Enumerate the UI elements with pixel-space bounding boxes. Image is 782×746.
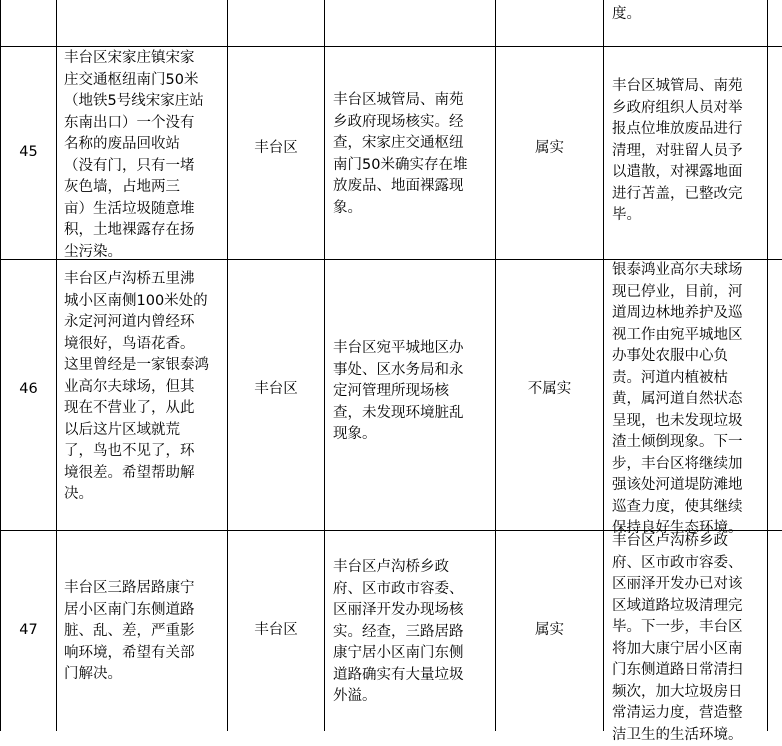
rectification-line: 责。河道内植被枯: [612, 368, 764, 390]
investigation-line: 南门50米确实存在堆: [333, 155, 493, 177]
rectification-line: 呈现，也未发现垃圾: [612, 411, 764, 433]
problem-line: 境很好，鸟语花香。: [64, 334, 224, 356]
rectification-line: 进行苫盖，已整改完: [612, 184, 764, 206]
problem-line: 了，鸟也不见了，环: [64, 441, 224, 463]
rectification-line: 黄，属河道自然状态: [612, 389, 764, 411]
investigation-line: 丰台区卢沟桥乡政: [333, 557, 493, 579]
rectification-line: 以遣散，对裸露地面: [612, 162, 764, 184]
problem-cell: [64, 269, 224, 506]
investigation-line: 丰台区宛平城地区办: [333, 338, 493, 360]
problem-cell: [64, 48, 224, 263]
investigation-line: 乡政府现场核实。经: [333, 112, 493, 134]
investigation-line: 查，未发现环境脏乱: [333, 403, 493, 425]
rectification-line: 丰台区城管局、南苑: [612, 76, 764, 98]
rectification-cell: [612, 531, 764, 746]
problem-line: 境很差。希望帮助解: [64, 463, 224, 485]
rectification-line: 银泰鸿业高尔夫球场: [612, 260, 764, 282]
rectification-line: 视工作由宛平城地区: [612, 325, 764, 347]
rectification-line: 道周边林地养护及巡: [612, 303, 764, 325]
rectification-line: 丰台区卢沟桥乡政: [612, 531, 764, 553]
rectification-cell: [612, 260, 764, 540]
investigation-cell: [333, 90, 493, 219]
district-cell: 丰台区: [228, 138, 324, 160]
problem-line: 业高尔夫球场，但其: [64, 377, 224, 399]
problem-line: 城小区南侧100米处的: [64, 291, 224, 313]
problem-line: 灰色墙，占地两三: [64, 177, 224, 199]
rectification-line: 渣土倾倒现象。下一: [612, 432, 764, 454]
grid-line: [767, 0, 768, 731]
rectification-line: 度。: [612, 4, 764, 26]
problem-line: 响环境，希望有关部: [64, 643, 224, 665]
investigation-line: 府、区市政市容委、: [333, 579, 493, 601]
problem-line: 脏、乱、差，严重影: [64, 621, 224, 643]
rectification-line: 洁卫生的生活环境。: [612, 725, 764, 746]
investigation-line: 事处、区水务局和永: [333, 360, 493, 382]
problem-cell: [64, 578, 224, 686]
rectification-line: 毕。下一步，丰台区: [612, 617, 764, 639]
problem-line: 门解决。: [64, 664, 224, 686]
rectification-line: 频次，加大垃圾房日: [612, 682, 764, 704]
problem-line: 丰台区宋家庄镇宋家: [64, 48, 224, 70]
investigation-cell: [333, 338, 493, 446]
rectification-line: 常清运力度，营造整: [612, 703, 764, 725]
rectification-line: 报点位堆放废品进行: [612, 119, 764, 141]
rectification-line: 乡政府组织人员对举: [612, 98, 764, 120]
problem-line: 亩）生活垃圾随意堆: [64, 199, 224, 221]
result-cell: 不属实: [496, 379, 603, 401]
problem-line: 尘污染。: [64, 242, 224, 264]
rectification-line: 毕。: [612, 205, 764, 227]
row-number: 47: [1, 620, 56, 642]
rectification-line: 现已停业，目前，河: [612, 282, 764, 304]
investigation-line: 放废品、地面裸露现: [333, 176, 493, 198]
problem-line: （没有门，只有一堵: [64, 156, 224, 178]
row-number: 46: [1, 379, 56, 401]
rectification-line: 将加大康宁居小区南: [612, 639, 764, 661]
district-cell: 丰台区: [228, 379, 324, 401]
result-cell: 属实: [496, 138, 603, 160]
problem-line: 决。: [64, 484, 224, 506]
district-cell: 丰台区: [228, 620, 324, 642]
problem-line: 庄交通枢纽南门50米: [64, 70, 224, 92]
rectification-line: 府、区市政市容委、: [612, 553, 764, 575]
problem-line: 东南出口）一个没有: [64, 113, 224, 135]
rectification-cell: [612, 0, 764, 25]
investigation-line: 象。: [333, 198, 493, 220]
investigation-line: 定河管理所现场核: [333, 381, 493, 403]
investigation-cell: [333, 557, 493, 708]
rectification-line: 区丽泽开发办已对该: [612, 574, 764, 596]
problem-line: 丰台区三路居路康宁: [64, 578, 224, 600]
investigation-line: 外溢。: [333, 686, 493, 708]
rectification-line: 清理，对驻留人员予: [612, 141, 764, 163]
rectification-line: 保持良好生态环境。: [612, 518, 764, 540]
rectification-line: 区域道路垃圾清理完: [612, 596, 764, 618]
problem-line: 这里曾经是一家银泰鸿: [64, 355, 224, 377]
grid-line: [0, 46, 782, 47]
grid-line: [603, 0, 604, 731]
problem-line: （地铁5号线宋家庄站: [64, 91, 224, 113]
investigation-line: 现象。: [333, 424, 493, 446]
problem-line: 积，土地裸露存在扬: [64, 220, 224, 242]
rectification-line: 步，丰台区将继续加: [612, 454, 764, 476]
problem-line: 以后这片区域就荒: [64, 420, 224, 442]
problem-line: 现在不营业了，从此: [64, 398, 224, 420]
rectification-line: 办事处农服中心负: [612, 346, 764, 368]
problem-line: 居小区南门东侧道路: [64, 600, 224, 622]
investigation-line: 康宁居小区南门东侧: [333, 643, 493, 665]
investigation-line: 丰台区城管局、南苑: [333, 90, 493, 112]
rectification-line: 强该处河道堤防滩地: [612, 475, 764, 497]
investigation-line: 区丽泽开发办现场核: [333, 600, 493, 622]
problem-line: 丰台区卢沟桥五里沸: [64, 269, 224, 291]
rectification-line: 门东侧道路日常清扫: [612, 660, 764, 682]
grid-line: [56, 0, 57, 731]
result-cell: 属实: [496, 620, 603, 642]
investigation-line: 查，宋家庄交通枢纽: [333, 133, 493, 155]
grid-line: [324, 0, 325, 731]
rectification-cell: [612, 76, 764, 227]
rectification-line: 巡查力度，使其继续: [612, 497, 764, 519]
problem-line: 永定河河道内曾经环: [64, 312, 224, 334]
investigation-line: 实。经查，三路居路: [333, 622, 493, 644]
row-number: 45: [1, 142, 56, 164]
problem-line: 名称的废品回收站: [64, 134, 224, 156]
investigation-line: 道路确实有大量垃圾: [333, 665, 493, 687]
